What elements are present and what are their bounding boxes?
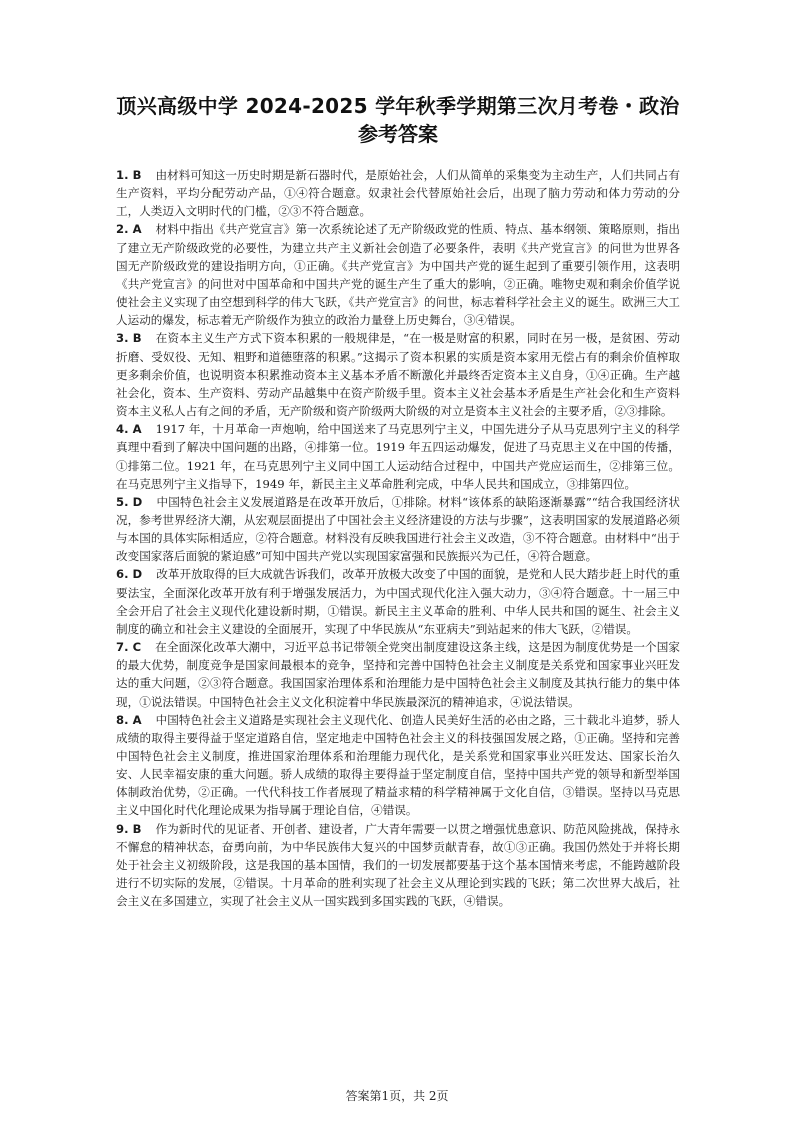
answer-item [116, 220, 680, 329]
answer-explanation: 改革开放取得的巨大成就告诉我们，改革开放极大改变了中国的面貌，是党和人民大踏步赶上时代的重要法宝，全面深化改革开放有利于增强发展活力，为中国式现代化注入强大动力，③④符合题意。十一届三中全会开启了社会主义现代化建设新时期，①错误。新民主主义革命的胜利、中华人民共和国的诞生、社会主义制度的确立和社会主义建设的全面展开，实现了中华民族从“东亚病夫”到站起来的伟大飞跃，②错误。 [116, 567, 680, 636]
answer-item [116, 420, 680, 493]
answer-item [116, 329, 680, 420]
answer-label: 4. A [116, 422, 142, 437]
answer-label: 7. C [116, 640, 142, 655]
answer-explanation: 作为新时代的见证者、开创者、建设者，广大青年需要一以贯之增强忧患意识、防范风险挑战，保持永不懈怠的精神状态，奋勇向前，为中华民族伟大复兴的中国梦贡献青春，故①③正确。我国仍然处于并将长期处于社会主义初级阶段，这是我国的基本国情，我们的一切发展都要基于这个基本国情来考虑，不能跨越阶段进行不切实际的发展，②错误。十月革命的胜利实现了社会主义从理论到实践的飞跃；第二次世界大战后，社会主义在多国建立，实现了社会主义从一国实践到多国实践的飞跃，④错误。 [116, 821, 680, 909]
answer-explanation: 中国特色社会主义道路是实现社会主义现代化、创造人民美好生活的必由之路，三十载北斗追梦，骄人成绩的取得主要得益于坚定道路自信，坚定地走中国特色社会主义的科技强国发展之路，①正确。坚持和完善中国特色社会主义制度，推进国家治理体系和治理能力现代化，是关系党和国家事业兴旺发达、国家长治久安、人民幸福安康的重大问题。骄人成绩的取得主要得益于坚定制度自信，坚持中国共产党的领导和新型举国体制政治优势，②正确。一代代科技工作者展现了精益求精的科学精神属于文化自信，③错误。坚持以马克思主义中国化时代化理论成果为指导属于理论自信，④错误。 [116, 712, 680, 818]
answer-label: 2. A [116, 222, 142, 237]
answer-label: 5. D [116, 494, 143, 509]
document-title: 顶兴高级中学 2024-2025 学年秋季学期第三次月考卷・政治 [116, 94, 680, 118]
answer-explanation: 在全面深化改革大潮中，习近平总书记带领全党突出制度建设这条主线，这是因为制度优势是一个国家的最大优势，制度竞争是国家间最根本的竞争，坚持和完善中国特色社会主义制度是关系党和国家事业兴旺发达的重大问题，②③符合题意。我国国家治理体系和治理能力是中国特色社会主义制度及其执行能力的集中体现，①说法错误。中国特色社会主义文化积淀着中华民族最深沉的精神追求，④说法错误。 [116, 640, 680, 709]
answer-label: 3. B [116, 331, 142, 346]
answer-explanation: 材料中指出《共产党宣言》第一次系统论述了无产阶级政党的性质、特点、基本纲领、策略原则，指出了建立无产阶级政党的必要性，为建立共产主义新社会创造了必要条件，表明《共产党宣言》的问世为世界各国无产阶级政党的建设指明方向，①正确。《共产党宣言》为中国共产党的诞生起到了重要引领作用，这表明《共产党宣言》的问世对中国革命和中国共产党的诞生产生了重大的影响，②正确。唯物史观和剩余价值学说使社会主义实现了由空想到科学的伟大飞跃，《共产党宣言》的问世，标志着科学社会主义的诞生。欧洲三大工人运动的爆发，标志着无产阶级作为独立的政治力量登上历史舞台，③④错误。 [116, 222, 680, 328]
answer-explanation: 在资本主义生产方式下资本积累的一般规律是，“在一极是财富的积累，同时在另一极，是贫困、劳动折磨、受奴役、无知、粗野和道德堕落的积累。”这揭示了资本积累的实质是资本家用无偿占有的剩余价值榨取更多剩余价值，也说明资本积累推动资本主义基本矛盾不断激化并最终否定资本主义自身，①④正确。生产越社会化，资本、生产资料、劳动产品越集中在资产阶级手里。资本主义社会基本矛盾是生产社会化和生产资料资本主义私人占有之间的矛盾，无产阶级和资产阶级两大阶级的对立是资本主义社会的主要矛盾，②③排除。 [116, 331, 680, 419]
answer-label: 9. B [116, 821, 142, 836]
answer-explanation: 由材料可知这一历史时期是新石器时代，是原始社会，人们从简单的采集变为主动生产，人们共同占有生产资料，平均分配劳动产品，①④符合题意。奴隶社会代替原始社会后，出现了脑力劳动和体力劳动的分工，人类迈入文明时代的门槛，②③不符合题意。 [116, 168, 680, 219]
answer-item [116, 565, 680, 638]
answer-item [116, 711, 680, 820]
answer-item [116, 820, 680, 911]
answer-explanation: 1917 年，十月革命一声炮响，给中国送来了马克思列宁主义，中国先进分子从马克思列宁主义的科学真理中看到了解决中国问题的出路，④排第一位。1919 年五四运动爆发，促进了马克思主义在中国的传播，①排第二位。1921 年，在马克思列宁主义同中国工人运动结合过程中，中国共产党应运而生，②排第三位。在马克思列宁主义指导下，1949 年，新民主主义革命胜利完成，中华人民共和国成立，③排第四位。 [116, 422, 680, 491]
answer-explanation: 中国特色社会主义发展道路是在改革开放后，①排除。材料“该体系的缺陷逐渐暴露”“结合我国经济状况，参考世界经济大潮，从宏观层面提出了中国社会主义经济建设的方法与步骤”，这表明国家的发展道路必须与本国的具体实际相适应，②符合题意。材料没有反映我国进行社会主义改造，③不符合题意。由材料中“出于改变国家落后面貌的紧迫感”可知中国共产党以实现国家富强和民族振兴为己任，④符合题意。 [116, 494, 680, 564]
answer-label: 6. D [116, 567, 143, 582]
answer-item [116, 493, 680, 566]
answer-item [116, 166, 680, 220]
page-footer: 答案第1页，共 2页 [345, 1089, 449, 1103]
title-block [116, 92, 680, 148]
document-subtitle: 参考答案 [358, 122, 438, 146]
answer-label: 1. B [116, 168, 142, 182]
answer-list [116, 166, 680, 910]
answer-item [116, 638, 680, 711]
answer-label: 8. A [116, 712, 142, 727]
